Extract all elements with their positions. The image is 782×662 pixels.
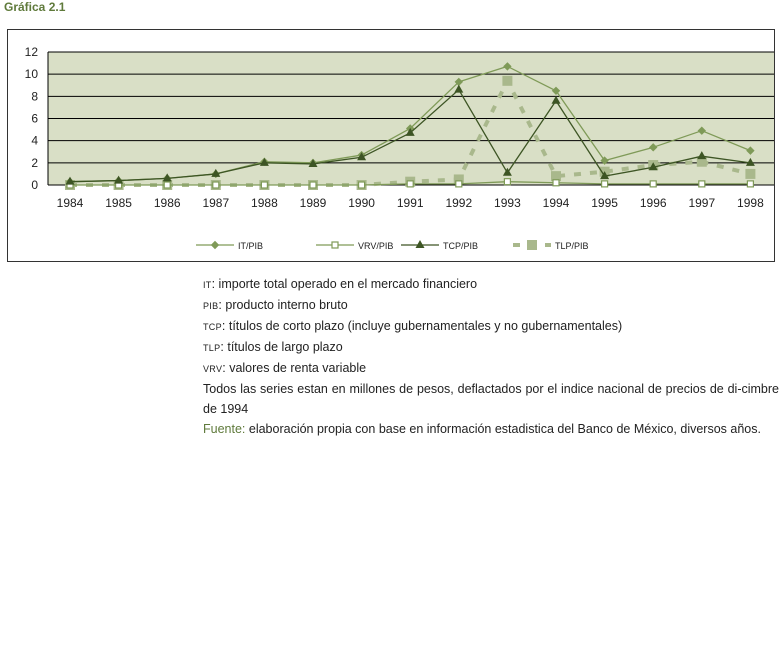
x-tick-label-1994: 1994: [542, 196, 570, 210]
legend-label: TCP/PIB: [443, 241, 479, 251]
y-tick-label-4: 4: [31, 133, 38, 148]
legend-item-vrv-pib: [316, 241, 393, 251]
x-tick-label-1997: 1997: [688, 196, 716, 210]
x-tick-label-1986: 1986: [153, 196, 181, 210]
y-tick-label-2: 2: [31, 155, 38, 170]
note-vrv: VRV: valores de renta variable: [203, 361, 367, 375]
note-tcp: TCP: títulos de corto plazo (incluye gubernamentales y no gubernamentales): [203, 319, 623, 333]
point-vrv-pib-1987: [213, 182, 219, 188]
point-vrv-pib-1993: [504, 179, 510, 185]
chart-notes: [203, 274, 779, 439]
x-tick-label-1996: 1996: [639, 196, 667, 210]
x-tick-label-1990: 1990: [348, 196, 375, 210]
note-it: IT: importe total operado en el mercado financiero: [203, 277, 478, 291]
point-vrv-pib-1991: [407, 181, 413, 187]
x-tick-label-1991: 1991: [396, 196, 424, 210]
x-tick-label-1995: 1995: [591, 196, 618, 210]
x-tick-label-1993: 1993: [494, 196, 521, 210]
point-vrv-pib-1992: [456, 181, 462, 187]
x-tick-label-1998: 1998: [737, 196, 764, 210]
y-tick-label-8: 8: [31, 89, 38, 104]
x-tick-label-1984: 1984: [56, 196, 84, 210]
legend-item-tcp-pib: [401, 240, 478, 251]
legend-marker: [212, 242, 219, 249]
point-vrv-pib-1990: [359, 182, 365, 188]
legend-label: IT/PIB: [238, 241, 264, 251]
x-tick-label-1988: 1988: [251, 196, 278, 210]
point-vrv-pib-1988: [261, 182, 267, 188]
note-source: [203, 419, 779, 439]
x-tick-label-1987: 1987: [202, 196, 230, 210]
point-vrv-pib-1995: [602, 181, 608, 187]
x-tick-label-1989: 1989: [299, 196, 327, 210]
y-tick-label-12: 12: [24, 45, 38, 59]
point-vrv-pib-1997: [699, 181, 705, 187]
point-tlp-pib-1998: [745, 169, 755, 179]
point-vrv-pib-1996: [650, 181, 656, 187]
note-tlp: TLP: títulos de largo plazo: [203, 340, 343, 354]
y-tick-label-0: 0: [31, 178, 38, 192]
legend: [196, 240, 589, 251]
point-vrv-pib-1998: [747, 181, 753, 187]
note-pib: PIB: producto interno bruto: [203, 298, 348, 312]
legend-item-it-pib: [196, 241, 263, 251]
point-vrv-pib-1986: [164, 182, 170, 188]
point-tlp-pib-1993: [502, 76, 512, 86]
legend-marker: [416, 240, 425, 248]
x-tick-label-1985: 1985: [105, 196, 132, 210]
figure-title: Gráfica 2.1: [4, 0, 66, 14]
note-series-units: Todos las series estan en millones de pesos, deflactados por el indice nacional de precios de di-cimbre de 1994: [203, 382, 779, 416]
legend-item-tlp-pib: [513, 240, 589, 251]
legend-label: TLP/PIB: [555, 241, 589, 251]
y-tick-label-6: 6: [31, 111, 38, 126]
chart-frame: [7, 29, 775, 262]
line-chart: [8, 30, 774, 261]
x-tick-label-1992: 1992: [445, 196, 473, 210]
legend-marker: [527, 240, 537, 250]
point-vrv-pib-1994: [553, 180, 559, 186]
source-text: elaboración propia con base en información estadistica del Banco de México, diversos años.: [245, 422, 761, 436]
legend-marker: [332, 242, 338, 248]
source-label: Fuente:: [203, 422, 246, 436]
y-tick-label-10: 10: [24, 67, 38, 82]
legend-label: VRV/PIB: [358, 241, 394, 251]
point-vrv-pib-1989: [310, 182, 316, 188]
